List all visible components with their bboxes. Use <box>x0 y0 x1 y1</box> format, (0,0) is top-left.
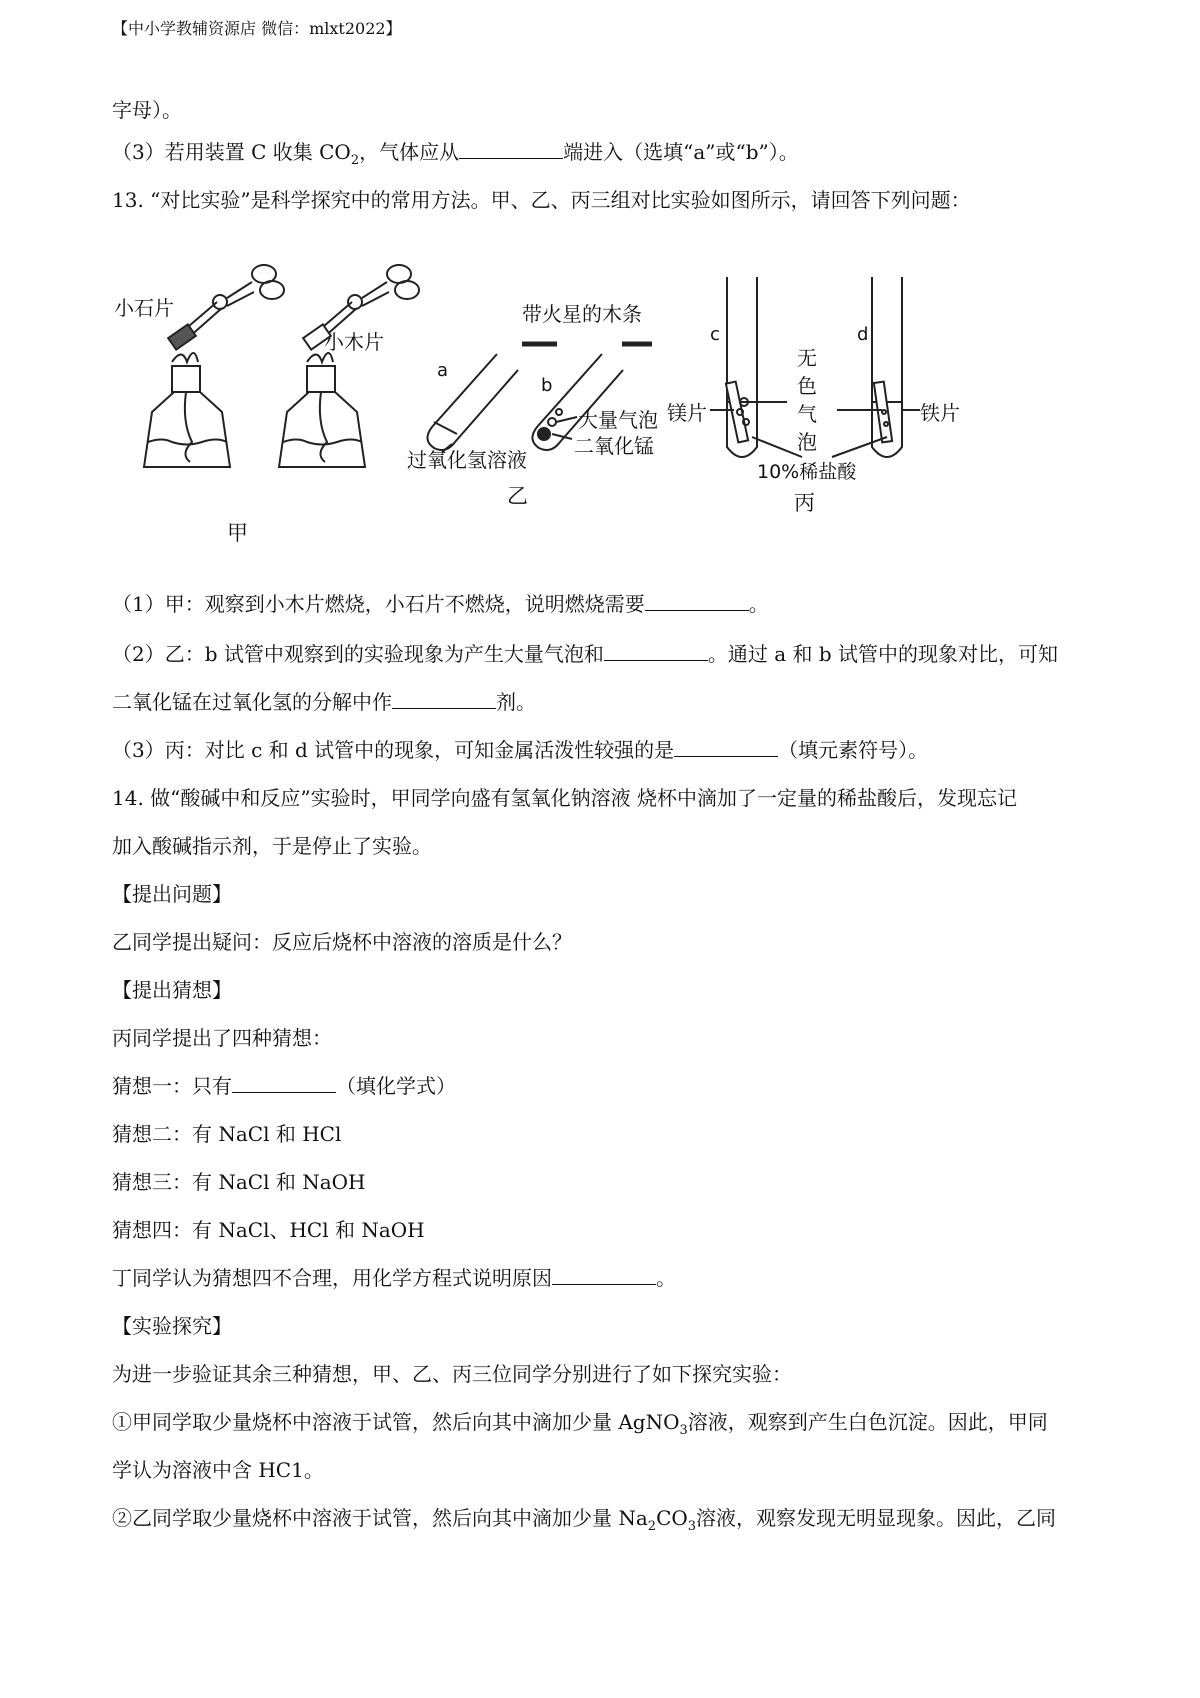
question-13-2-cont <box>112 688 536 716</box>
text-line: 字母）。 <box>112 98 182 122</box>
label-wood-chip: 小木片 <box>324 330 384 354</box>
question-14-stem: 14. 做“酸碱中和反应”实验时，甲同学向盛有氢氧化钠溶液 烧杯中滴加了一定量的稀盐酸后，发现忘记 <box>112 786 1017 810</box>
experiment-1 <box>112 1408 1048 1436</box>
label-gas-1: 气 <box>797 402 817 426</box>
question-13-3 <box>112 736 928 764</box>
hypothesis-3: 猜想三：有 NaCl 和 NaOH <box>112 1170 366 1194</box>
page-header-watermark: 【中小学教辅资源店 微信：mlxt2022】 <box>112 19 402 38</box>
text-fragment: ①甲同学取少量烧杯中溶液于试管，然后向其中滴加少量 AgNO <box>112 1410 680 1434</box>
label-colorless-2: 色 <box>797 374 817 398</box>
text-fragment: （3）丙：对比 c 和 d 试管中的现象，可知金属活泼性较强的是 <box>112 738 675 762</box>
section-heading: 【提出猜想】 <box>112 978 232 1002</box>
text-line <box>112 1264 676 1292</box>
text-fragment: 溶液，观察到产生白色沉淀。因此，甲同 <box>687 1410 1048 1434</box>
caption-bing: 丙 <box>794 491 815 515</box>
answer-blank <box>459 138 563 159</box>
subscript: 3 <box>687 1519 697 1534</box>
text-line: 乙同学提出疑问：反应后烧杯中溶液的溶质是什么？ <box>112 930 572 954</box>
section-heading: 【实验探究】 <box>112 1314 232 1338</box>
alcohol-lamp-right-icon <box>279 353 365 467</box>
section-heading: 【提出问题】 <box>112 882 232 906</box>
text-fragment: 。 <box>656 1266 676 1290</box>
answer-blank <box>552 1264 656 1285</box>
label-hcl: 10%稀盐酸 <box>757 461 857 483</box>
label-gas-2: 泡 <box>797 430 817 454</box>
text-fragment: 溶液，观察发现无明显现象。因此，乙同 <box>696 1506 1057 1530</box>
text-fragment: （2）乙：b 试管中观察到的实验现象为产生大量气泡和 <box>112 642 604 666</box>
text-fragment: CO <box>656 1506 688 1530</box>
text-fragment: 。 <box>748 592 769 616</box>
test-tube-c-icon <box>726 277 757 457</box>
text-fragment: 端进入（选填“a”或“b”）。 <box>563 140 799 164</box>
label-bubbles: 大量气泡 <box>578 408 658 432</box>
text-fragment: 二氧化锰在过氧化氢的分解中作 <box>112 690 392 714</box>
label-tube-b: b <box>541 375 553 396</box>
text-fragment: （1）甲：观察到小木片燃烧，小石片不燃烧，说明燃烧需要 <box>112 592 645 616</box>
text-fragment: 。通过 a 和 b 试管中的现象对比，可知 <box>707 642 1059 666</box>
subscript: 3 <box>679 1423 688 1438</box>
label-stone-chip: 小石片 <box>114 296 174 320</box>
label-colorless-1: 无 <box>797 346 817 370</box>
text-line: 丙同学提出了四种猜想： <box>112 1026 332 1050</box>
experiment-2 <box>112 1504 1056 1532</box>
text-fragment: ②乙同学取少量烧杯中溶液于试管，然后向其中滴加少量 Na <box>112 1506 648 1530</box>
tongs-left-icon <box>182 265 284 338</box>
alcohol-lamp-left-icon <box>144 353 230 467</box>
answer-blank <box>392 688 496 709</box>
text-fragment: 猜想一：只有 <box>112 1074 232 1098</box>
answer-blank <box>232 1072 336 1093</box>
label-glowing-stick: 带火星的木条 <box>522 302 642 326</box>
experiment-figure <box>112 262 1112 562</box>
subscript: 2 <box>647 1519 657 1534</box>
label-h2o2: 过氧化氢溶液 <box>407 448 527 472</box>
label-tube-c: c <box>710 324 720 345</box>
label-magnesium: 镁片 <box>667 401 707 425</box>
caption-jia: 甲 <box>227 521 248 545</box>
hypothesis-1 <box>112 1072 456 1100</box>
answer-blank <box>674 736 778 757</box>
question-12-3 <box>112 138 799 166</box>
answer-blank <box>645 590 749 611</box>
label-tube-d: d <box>857 324 869 345</box>
subscript: 2 <box>350 153 360 168</box>
question-13-1 <box>112 590 769 618</box>
hypothesis-4: 猜想四：有 NaCl、HCl 和 NaOH <box>112 1218 425 1242</box>
text-fragment: 丁同学认为猜想四不合理，用化学方程式说明原因 <box>112 1266 552 1290</box>
question-13-2 <box>112 640 1058 668</box>
text-fragment: （填元素符号）。 <box>778 738 929 762</box>
stone-chip-icon <box>168 324 196 349</box>
text-fragment: 剂。 <box>496 690 536 714</box>
text-fragment: ，气体应从 <box>359 140 460 164</box>
test-tube-d-icon <box>872 277 902 457</box>
question-13-stem: 13. “对比实验”是科学探究中的常用方法。甲、乙、丙三组对比实验如图所示，请回答下列问题： <box>112 188 971 212</box>
caption-yi: 乙 <box>507 484 528 508</box>
text-fragment: （3）若用装置 C 收集 CO <box>112 140 351 164</box>
question-14-stem-cont: 加入酸碱指示剂，于是停止了实验。 <box>112 834 432 858</box>
answer-blank <box>604 640 708 661</box>
label-tube-a: a <box>437 360 449 381</box>
experiment-1-cont: 学认为溶液中含 HC1。 <box>112 1458 324 1482</box>
text-line: 为进一步验证其余三种猜想，甲、乙、丙三位同学分别进行了如下探究实验： <box>112 1362 792 1386</box>
hypothesis-2: 猜想二：有 NaCl 和 HCl <box>112 1122 342 1146</box>
text-fragment: （填化学式） <box>336 1074 456 1098</box>
label-mno2: 二氧化锰 <box>574 434 654 458</box>
label-iron: 铁片 <box>920 401 960 425</box>
